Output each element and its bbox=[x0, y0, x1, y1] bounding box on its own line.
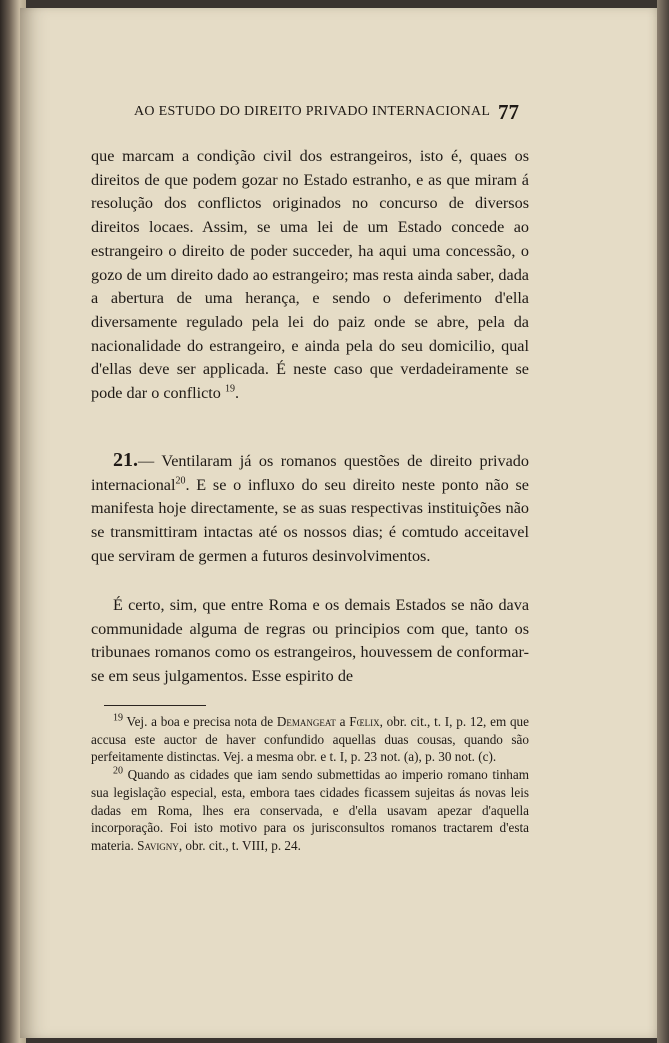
footnote-19-text-a: Vej. a boa e precisa nota de bbox=[126, 714, 274, 729]
section-number: 21. bbox=[113, 449, 138, 471]
running-title: AO ESTUDO DO DIREITO PRIVADO INTERNACIONAL bbox=[134, 104, 491, 119]
footnote-19-author-demangeat: Demangeat bbox=[276, 714, 336, 729]
paragraph-2-text-a: — Ventilaram já os romanos questões de direito privado internacional bbox=[91, 452, 529, 494]
footnote-20-mark: 20 bbox=[113, 765, 123, 777]
footnote-divider bbox=[104, 705, 206, 706]
footnote-20 bbox=[91, 766, 529, 855]
paragraph-1-end: . bbox=[234, 384, 239, 403]
paragraph-1 bbox=[91, 145, 529, 406]
paragraph-2 bbox=[91, 449, 529, 569]
paragraph-2-text-b: . E se o influxo do seu direito neste ponto não se manifesta hoje directamente, se as suas respectivas instituições não se transmittiram intactas até os nossos dias; é comtudo acceitavel que serviram de germen a futuros desinvolvimentos. bbox=[91, 475, 529, 565]
paragraph-1-text: que marcam a condição civil dos estrangeiros, isto é, quaes os direitos de que podem gozar no Estado estranho, e as que miram á resolução dos conflictos originados no concurso de diversos direitos locaes. Assim, se uma lei de um Estado concede ao estrangeiro o direito de poder succeder, ha aqui uma concessão, o gozo de um direito dado ao estrangeiro; mas resta ainda saber, dada a abertura de uma herança, e sendo o deferimento d'ella diversamente regulado pela lei do paiz onde se abre, pela da nacionalidade do estrangeiro, e ainda pela do seu domicilio, qual d'ellas deve ser applicada. É neste caso que verdadeiramente se pode dar o conflicto bbox=[91, 147, 529, 403]
footnote-19-text-b: a bbox=[339, 714, 346, 729]
footnote-19 bbox=[91, 713, 529, 766]
footnote-19-author-foelix: Fœlix bbox=[349, 714, 380, 729]
paragraph-3-text: É certo, sim, que entre Roma e os demais Estados se não dava communidade alguma de regras ou principios com que, tanto os tribunaes romanos como os estrangeiros, houvessem de conformar-se em seus julgamentos. Esse espirito de bbox=[91, 596, 529, 686]
footnote-19-text-c: , obr. cit., t. I, p. 12, em que accusa este auctor de haver confundido aquellas duas cousas, quando são perfeitamente distinctas. Vej. a mesma obr. e t. I, p. 23 not. (a), p. 30 not. (c). bbox=[91, 714, 529, 765]
footnote-ref-19: 19 bbox=[224, 383, 235, 395]
footnote-ref-20: 20 bbox=[175, 475, 186, 487]
footnote-20-author-savigny: Savigny bbox=[137, 837, 179, 853]
page-edge bbox=[657, 0, 669, 1043]
footnote-19-mark: 19 bbox=[113, 712, 123, 724]
paragraph-3 bbox=[91, 594, 529, 689]
book-page bbox=[20, 8, 658, 1038]
page-number: 77 bbox=[498, 100, 519, 124]
footnote-20-text-b: , obr. cit., t. VIII, p. 24. bbox=[178, 837, 301, 853]
footnote-20-text-a: Quando as cidades que iam sendo submettidas ao imperio romano tinham sua legislação especial, esta, embora taes cidades ficassem sujeitas ás novas leis dadas em Roma, lhes era conservada, e d'ella usavam apezar d'aquella incorporação. Foi isto motivo para os jurisconsultos romanos tractarem d'esta materia. bbox=[91, 767, 529, 853]
footnotes bbox=[91, 713, 529, 855]
